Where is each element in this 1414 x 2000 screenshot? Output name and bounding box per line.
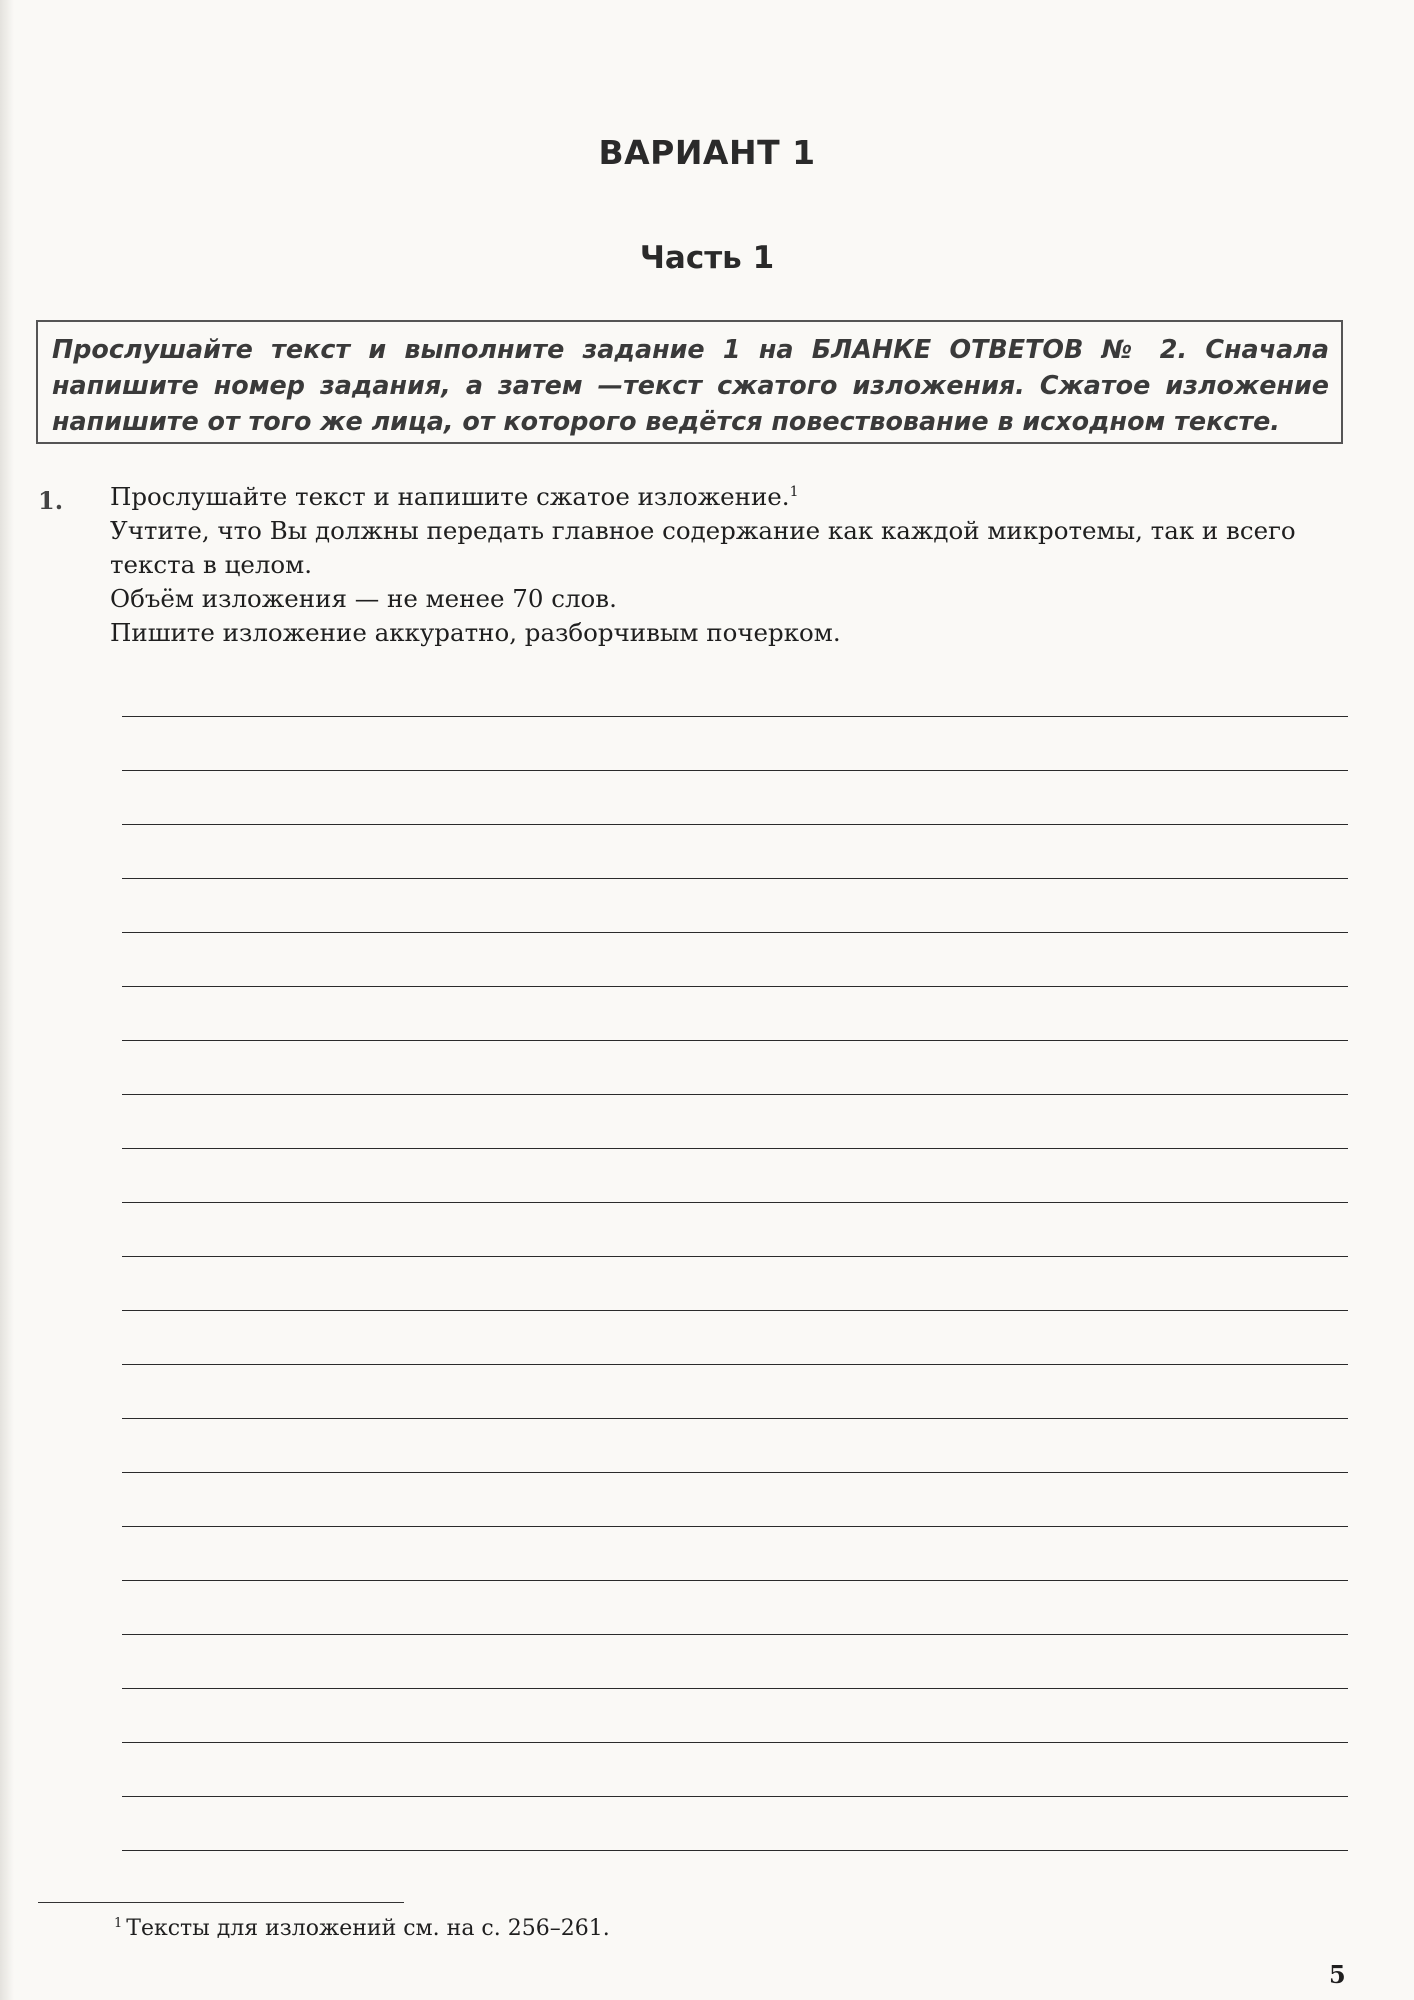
writing-line[interactable] [122, 1202, 1348, 1203]
writing-line[interactable] [122, 1634, 1348, 1635]
writing-line[interactable] [122, 1418, 1348, 1419]
writing-line[interactable] [122, 1148, 1348, 1149]
writing-line[interactable] [122, 1094, 1348, 1095]
writing-line[interactable] [122, 986, 1348, 987]
writing-line[interactable] [122, 1796, 1348, 1797]
writing-line[interactable] [122, 770, 1348, 771]
page-number: 5 [1329, 1960, 1346, 1989]
writing-line[interactable] [122, 1526, 1348, 1527]
writing-line[interactable] [122, 716, 1348, 717]
writing-line[interactable] [122, 824, 1348, 825]
writing-line[interactable] [122, 1742, 1348, 1743]
instruction-text: Прослушайте текст и выполните задание 1 на БЛАНКЕ ОТВЕТОВ № 2. Сначала напишите номер задания, а затем —текст сжатого изложения. Сжатое изложение напишите от того же лица, от которого ведётся повествование в исходном тексте. [52, 334, 1329, 436]
footnote-divider [38, 1902, 404, 1903]
task-number: 1. [38, 486, 64, 515]
task-line-3: текста в целом. [110, 550, 313, 579]
instruction-box [36, 320, 1343, 444]
writing-line[interactable] [122, 1310, 1348, 1311]
writing-line[interactable] [122, 932, 1348, 933]
task-line-4: Объём изложения — не менее 70 слов. [110, 584, 617, 613]
writing-line[interactable] [122, 878, 1348, 879]
part-title: Часть 1 [639, 240, 775, 276]
footnote-text: Тексты для изложений см. на с. 256–261. [126, 1916, 610, 1941]
writing-line[interactable] [122, 1472, 1348, 1473]
task-line-5: Пишите изложение аккуратно, разборчивым почерком. [110, 618, 841, 647]
task-text [110, 480, 1350, 650]
writing-line[interactable] [122, 1850, 1348, 1851]
writing-line[interactable] [122, 1688, 1348, 1689]
writing-line[interactable] [122, 1580, 1348, 1581]
writing-line[interactable] [122, 1040, 1348, 1041]
page-edge [0, 0, 14, 2000]
footnote-number: 1 [114, 1915, 123, 1931]
writing-line[interactable] [122, 1256, 1348, 1257]
footnote [114, 1916, 610, 1941]
task-line-1: Прослушайте текст и напишите сжатое изложение.$^1$ [110, 482, 799, 511]
writing-line[interactable] [122, 1364, 1348, 1365]
footnote-marker: 1 [789, 483, 799, 500]
task-line-2: Учтите, что Вы должны передать главное содержание как каждой микротемы, так и всего [110, 516, 1296, 545]
variant-title: ВАРИАНТ 1 [598, 133, 816, 172]
